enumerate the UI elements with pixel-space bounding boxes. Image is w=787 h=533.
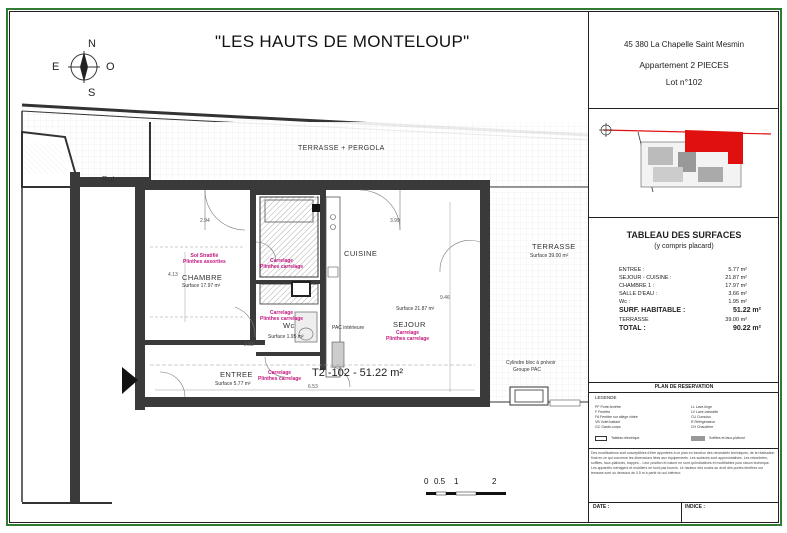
legend-item: Tableau électrique xyxy=(611,436,640,440)
false-ceiling-swatch xyxy=(691,436,705,441)
wc-floor-note: Carrelage Plinthes carrelage xyxy=(260,310,304,322)
surface-habitable-value: 51.22 m² xyxy=(732,307,761,314)
disclaimer-notes: Des modifications sont susceptibles d'être apportées à ce plan en fonction des nécessités techniques, de la réalisation final en ce qui concerne les dimensions liées aux équipements. Les surfaces sont approximatives. Les retombées, soffites, faux-plafonds, trappes... Leur position et nature ne sont qu'indicatives et modifiables pour raison technique. Les appareils ménagers et mobiliers ne sont pas fournis. Le hauteur des soubs au droit des portes-fenêtres sur terrasse sont ou dessous de 0.5 m à partir du sol intérieur. xyxy=(591,451,775,475)
wc-label: Wc xyxy=(283,321,295,330)
project-title: "LES HAUTS DE MONTELOUP" xyxy=(215,32,470,51)
surface-room: SALLE D'EAU : xyxy=(619,291,658,297)
divider xyxy=(589,217,779,218)
wc-area: Surface 1.95 m² xyxy=(268,334,304,340)
surface-room: Wc : xyxy=(619,299,630,305)
dimension-label: 4.13 xyxy=(168,272,178,278)
surface-room: SEJOUR - CUISINE : xyxy=(619,275,672,281)
terrasse-pergola-label: TERRASSE + PERGOLA xyxy=(298,145,385,152)
scale-tick-05: 0.5 xyxy=(434,477,446,486)
chambre-label: CHAMBRE xyxy=(182,273,223,282)
surface-value: 5.77 m² xyxy=(728,267,747,273)
project-address: 45 380 La Chapelle Saint Mesmin xyxy=(623,40,745,49)
groupe-pac-label: Groupe PAC xyxy=(513,367,541,373)
dimension-label: 2.94 xyxy=(200,218,210,224)
electrical-panel-icon xyxy=(595,436,607,441)
compass-south-label: S xyxy=(88,87,96,99)
sejour-floor-note: Carrelage Plinthes carrelage xyxy=(386,330,430,342)
surface-terrasse-value: 39.00 m² xyxy=(725,317,747,323)
entree-floor-note: Carrelage Plinthes carrelage xyxy=(258,370,302,382)
indice-label: INDICE : xyxy=(685,504,705,510)
surface-terrasse-label: TERRASSE xyxy=(619,317,649,323)
entree-label: ENTREE xyxy=(220,370,253,379)
surface-habitable-row xyxy=(619,307,769,315)
legend-item: FA Fenêtre sur allège vitrée xyxy=(595,415,638,419)
divider xyxy=(589,392,779,393)
surface-room: ENTREE : xyxy=(619,267,645,273)
surface-room: CHAMBRE 1 : xyxy=(619,283,655,289)
dimension-label: 9.46 xyxy=(440,295,450,301)
legend-item: CH Chaudière xyxy=(691,425,714,429)
legend-item: GC Garde-corps xyxy=(595,425,621,429)
dimension-label: 3.99 xyxy=(390,218,400,224)
floor-plan-area xyxy=(10,12,588,522)
compass-west-label: O xyxy=(106,61,115,73)
sejour-label: SEJOUR xyxy=(393,320,426,329)
surface-value: 3.66 m² xyxy=(728,291,747,297)
surfaces-title: TABLEAU DES SURFACES xyxy=(626,230,742,240)
rgt-label: Rgt xyxy=(102,174,115,183)
scale-tick-2: 2 xyxy=(492,477,497,486)
surface-terrasse-row xyxy=(619,317,769,325)
surface-row xyxy=(619,299,769,307)
surface-total-row xyxy=(619,325,769,333)
legend-item: VB Volet battant xyxy=(595,420,621,424)
surfaces-subtitle: (y compris placard) xyxy=(654,243,714,250)
terrasse-area: Surface 39.00 m² xyxy=(530,253,569,259)
title-block-panel xyxy=(588,12,778,522)
lot-surface-label: T2 -102 - 51.22 m² xyxy=(312,367,404,379)
reservation-title: PLAN DE RESERVATION xyxy=(654,384,714,390)
marker-b: B xyxy=(314,195,318,201)
surface-row xyxy=(619,291,769,299)
surface-habitable-label: SURF. HABITABLE : xyxy=(619,307,686,314)
legend-item: Soffites et faux-plafond xyxy=(709,436,745,440)
divider xyxy=(589,448,779,449)
legend-item: F Fenêtre xyxy=(595,410,611,414)
scale-tick-0: 0 xyxy=(424,477,429,486)
divider xyxy=(589,502,779,503)
lot-number: Lot n°102 xyxy=(665,77,703,87)
surface-row xyxy=(619,275,769,283)
divider xyxy=(589,108,779,109)
legend-item: LV Lave-vaisselle xyxy=(691,410,719,414)
legend-item: LL Lave-linge xyxy=(691,405,712,409)
apartment-type: Appartement 2 PIECES xyxy=(639,60,729,70)
compass-rose xyxy=(68,51,100,83)
surface-total-label: TOTAL : xyxy=(619,325,646,332)
divider xyxy=(589,382,779,383)
legend-item: R Réfrigérateur xyxy=(691,420,715,424)
chambre-floor-note: Sol Stratifié Plinthes assorties xyxy=(183,253,226,265)
salle-eau-floor-note: Carrelage Plinthes carrelage xyxy=(260,258,304,270)
pac-label: PAC intérieure xyxy=(332,325,365,331)
scale-tick-1: 1 xyxy=(454,477,459,486)
surface-row xyxy=(619,283,769,291)
legend-label: LEGENDE xyxy=(595,395,617,400)
cylindre-label: Cylindre bloc à prévoir xyxy=(506,360,556,366)
key-plan xyxy=(593,112,775,202)
surface-row xyxy=(619,267,769,275)
cuisine-label: CUISINE xyxy=(344,249,378,258)
surface-total-value: 90.22 m² xyxy=(732,325,761,332)
date-label: DATE : xyxy=(593,504,610,510)
compass-north-label: N xyxy=(88,38,96,50)
compass-east-label: E xyxy=(52,61,60,73)
sejour-area: Surface 21.87 m² xyxy=(396,306,435,312)
legend-item: CU Cumulus xyxy=(691,415,711,419)
dimension-label: 6.53 xyxy=(308,384,318,390)
surface-value: 17.97 m² xyxy=(725,283,747,289)
surface-value: 1.95 m² xyxy=(728,299,747,305)
chambre-area: Surface 17.97 m² xyxy=(182,283,221,289)
legend-item: PF Porte-fenêtre xyxy=(595,405,621,409)
dimension-label: 2.83 xyxy=(244,342,254,348)
surface-value: 21.87 m² xyxy=(725,275,747,281)
divider xyxy=(681,502,682,522)
terrasse-label: TERRASSE xyxy=(532,242,576,251)
entree-area: Surface 5.77 m² xyxy=(215,381,251,387)
